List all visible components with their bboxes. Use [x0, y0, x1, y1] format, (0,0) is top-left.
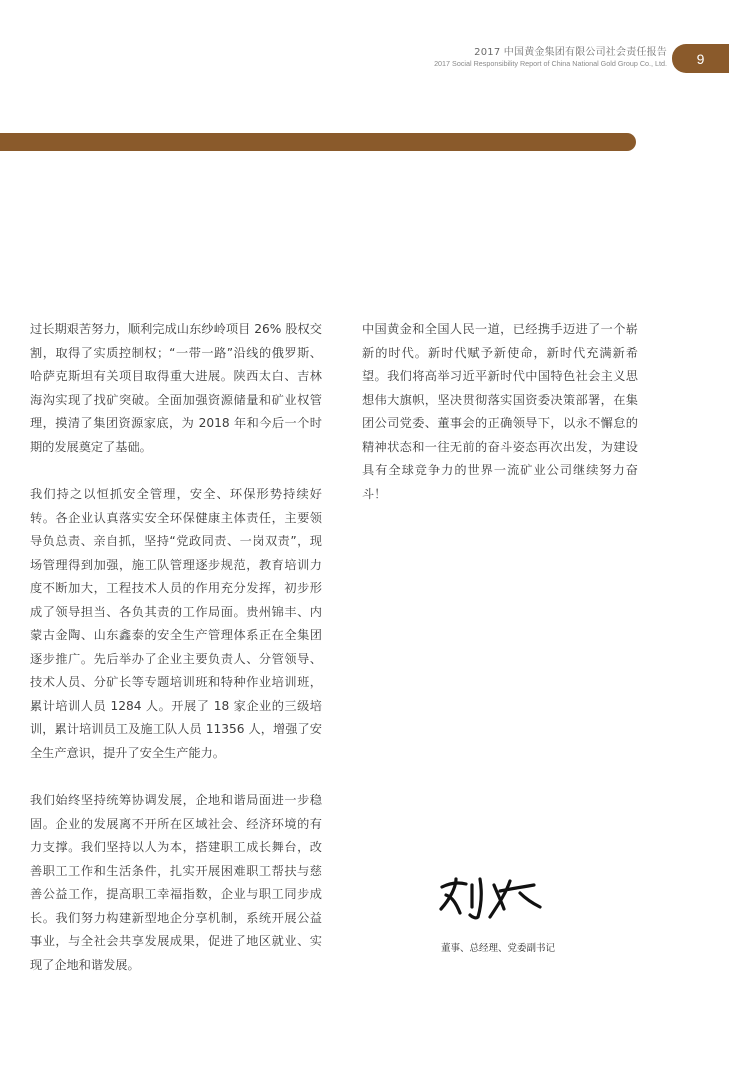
report-header: [434, 46, 667, 69]
paragraph-new-era: 中国黄金和全国人民一道，已经携手迈进了一个崭新的时代。新时代赋予新使命，新时代充满新希望。我们将高举习近平新时代中国特色社会主义思想伟大旗帜，坚决贯彻落实国资委决策部署，在集团公司党委、董事会的正确领导下，以永不懈怠的精神状态和一往无前的奋斗姿态再次出发，为建设具有全球竞争力的世界一流矿业公司继续努力奋斗！: [362, 322, 638, 501]
section-divider-bar: [0, 133, 636, 151]
page-number-tab: [672, 44, 729, 73]
paragraph-resources: 过长期艰苦努力，顺利完成山东纱岭项目 26% 股权交割，取得了实质控制权；“一带一路”沿线的俄罗斯、哈萨克斯坦有关项目取得重大进展。陕西太白、吉林海沟实现了找矿突破。全面加强资源储量和矿业权管理，摸清了集团资源家底，为 2018 年和今后一个时期的发展奠定了基础。: [30, 322, 322, 454]
paragraph-harmony: 我们始终坚持统筹协调发展，企地和谐局面进一步稳固。企业的发展离不开所在区域社会、经济环境的有力支撑。我们坚持以人为本，搭建职工成长舞台，改善职工工作和生活条件，扎实开展困难职工帮扶与慈善公益工作，提高职工幸福指数，企业与职工同步成长。我们努力构建新型地企分享机制，系统开展公益事业，与全社会共享发展成果，促进了地区就业、实现了企地和谐发展。: [30, 793, 322, 972]
right-text-column: [362, 318, 638, 530]
signature-caption: 董事、总经理、党委副书记: [441, 943, 556, 954]
report-title-en: 2017 Social Responsibility Report of China National Gold Group Co., Ltd.: [434, 59, 667, 68]
handwritten-signature: [436, 873, 548, 923]
page-number: 9: [696, 50, 705, 67]
left-text-column: [30, 318, 322, 1001]
report-title-cn: 2017 中国黄金集团有限公司社会责任报告: [474, 47, 667, 58]
paragraph-safety: 我们持之以恒抓安全管理，安全、环保形势持续好转。各企业认真落实安全环保健康主体责任，主要领导负总责、亲自抓，坚持“党政同责、一岗双责”，现场管理得到加强，施工队管理逐步规范，教育培训力度不断加大，工程技术人员的作用充分发挥，初步形成了领导担当、各负其责的工作局面。贵州锦丰、内蒙古金陶、山东鑫泰的安全生产管理体系正在全集团逐步推广。先后举办了企业主要负责人、分管领导、技术人员、分矿长等专题培训班和特种作业培训班，累计培训人员 1284 人。开展了 18 家企业的三级培训，累计培训员工及施工队人员 11356 人，增强了安全生产意识，提升了安全生产能力。: [30, 487, 322, 760]
